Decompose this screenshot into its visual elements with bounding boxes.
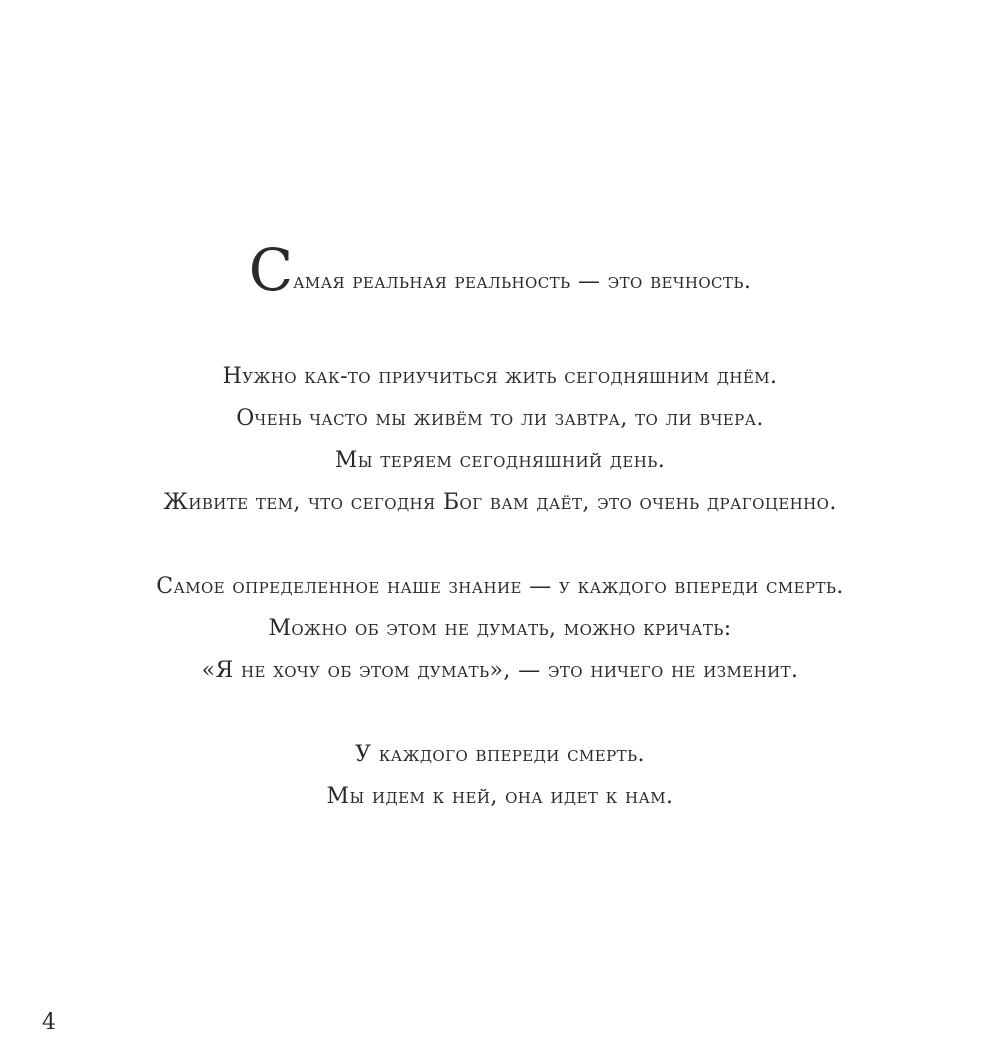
poem-line: Можно об этом не думать, можно кричать: xyxy=(268,616,732,641)
poem-line: Очень часто мы живём то ли завтра, то ли вчера. xyxy=(236,406,764,431)
drop-cap-initial: С xyxy=(248,236,294,304)
poem-line: У каждого впереди смерть. xyxy=(355,742,645,767)
stanza-1 xyxy=(0,238,1000,314)
stanza-4 xyxy=(0,734,1000,818)
opening-line-text: амая реальная реальность — это вечность. xyxy=(293,269,752,294)
poem-line: Нужно как-то приучиться жить сегодняшним днём. xyxy=(222,364,778,389)
page-number: 4 xyxy=(42,1010,56,1035)
poem-line: Самое определенное наше знание — у каждого впереди смерть. xyxy=(156,574,844,599)
poem-line: Мы идем к ней, она идет к нам. xyxy=(326,784,674,809)
poem-line: Мы теряем сегодняшний день. xyxy=(334,448,666,473)
stanza-2 xyxy=(0,356,1000,524)
poem-line: «Я не хочу об этом думать», — это ничего не изменит. xyxy=(201,658,799,683)
stanza-3 xyxy=(0,566,1000,692)
opening-line xyxy=(0,238,1000,314)
poem-line: Живите тем, что сегодня Бог вам даёт, это очень драгоценно. xyxy=(163,490,837,515)
poem-text xyxy=(0,238,1000,860)
